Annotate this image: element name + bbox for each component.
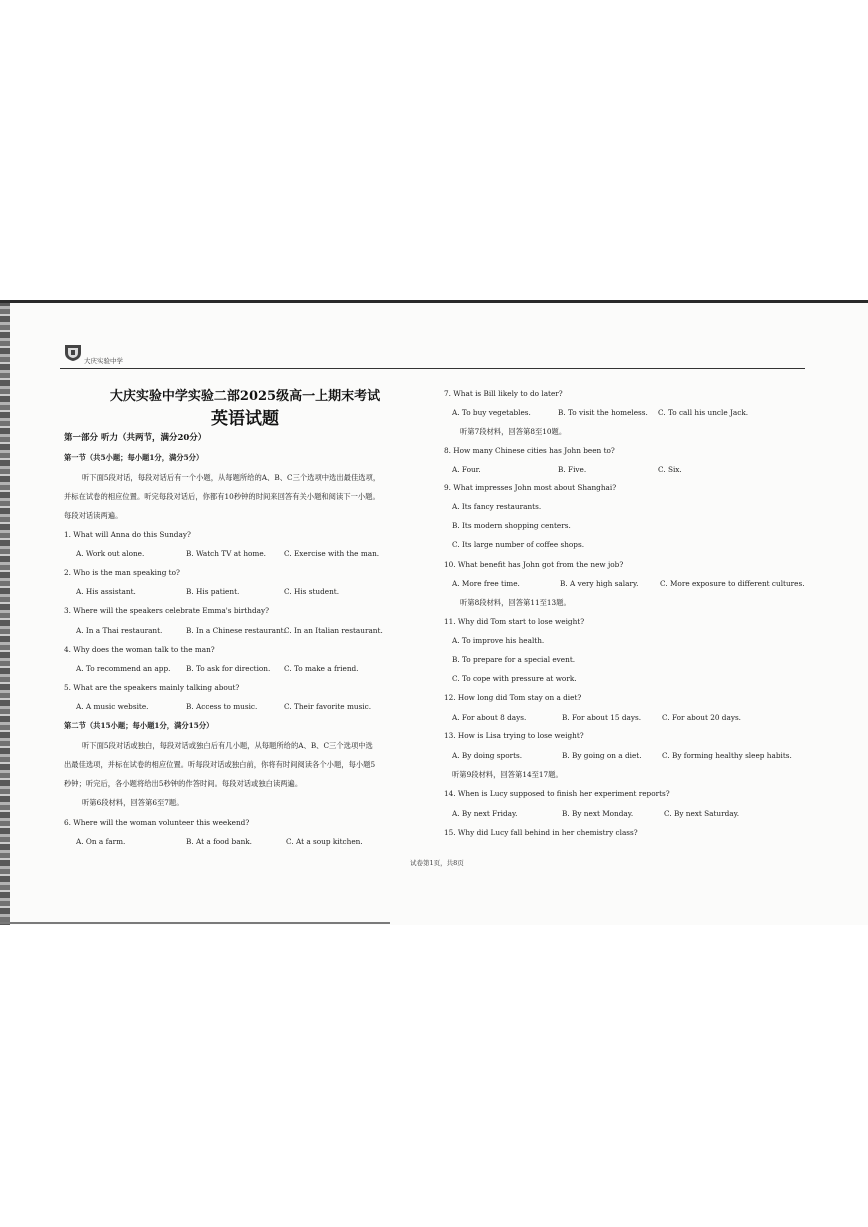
- question-9: 9. What impresses John most about Shanghai?: [444, 483, 617, 492]
- exam-title: 大庆实验中学实验二部2025级高一上期末考试: [109, 389, 381, 404]
- question-5: 5. What are the speakers mainly talking about?: [64, 683, 240, 692]
- question-11: 11. Why did Tom start to lose weight?: [444, 617, 585, 626]
- option-c: C. At a soup kitchen.: [286, 837, 363, 846]
- option-b: B. Five.: [558, 465, 587, 474]
- option-a: A. To improve his health.: [452, 636, 545, 645]
- question-7: 7. What is Bill likely to do later?: [444, 389, 563, 398]
- question-10: 10. What benefit has John got from the new job?: [444, 560, 624, 569]
- option-a: A. His assistant.: [76, 587, 136, 596]
- option-b: B. At a food bank.: [186, 837, 253, 846]
- header-rule: [60, 368, 805, 369]
- question-6: 6. Where will the woman volunteer this weekend?: [64, 818, 250, 827]
- option-b: B. Its modern shopping centers.: [452, 521, 571, 530]
- material-note: 听第9段材料，回答第14至17题。: [452, 770, 563, 779]
- page-footer: 试卷第1页，共8页: [410, 859, 464, 867]
- section2-instruction-line: 出最佳选项，并标在试卷的相应位置。听每段对话或独白前，你将有时间阅读各个小题，每小题5: [64, 760, 376, 769]
- part1-heading: 第一部分 听力（共两节，满分20分）: [64, 433, 207, 443]
- option-a: A. By next Friday.: [452, 809, 518, 818]
- option-b: B. To prepare for a special event.: [452, 655, 576, 664]
- section1-instruction-line: 听下面5段对话，每段对话后有一个小题，从每题所给的A、B、C三个选项中选出最佳选项，: [82, 473, 381, 482]
- question-15: 15. Why did Lucy fall behind in her chemistry class?: [444, 828, 638, 837]
- option-c: C. More exposure to different cultures.: [660, 579, 805, 588]
- option-a: A. Its fancy restaurants.: [452, 502, 542, 511]
- option-b: B. By next Monday.: [562, 809, 634, 818]
- material-note: 听第8段材料，回答第11至13题。: [460, 598, 571, 607]
- option-c: C. For about 20 days.: [662, 713, 742, 722]
- option-c: C. To make a friend.: [284, 664, 359, 673]
- question-3: 3. Where will the speakers celebrate Emma's birthday?: [64, 606, 270, 615]
- option-b: B. In a Chinese restaurant.: [186, 626, 286, 635]
- option-a: A. To buy vegetables.: [452, 408, 531, 417]
- section1-instruction-line: 并标在试卷的相应位置。听完每段对话后，你都有10秒钟的时间来回答有关小题和阅读下一小题。: [64, 492, 380, 501]
- option-a: A. For about 8 days.: [452, 713, 527, 722]
- question-13: 13. How is Lisa trying to lose weight?: [444, 731, 584, 740]
- option-c: C. By next Saturday.: [664, 809, 740, 818]
- question-2: 2. Who is the man speaking to?: [64, 568, 180, 577]
- option-c: C. To cope with pressure at work.: [452, 674, 577, 683]
- section2-instruction-line: 秒钟；听完后，各小题将给出5秒钟的作答时间。每段对话或独白读两遍。: [64, 779, 303, 788]
- option-c: C. By forming healthy sleep habits.: [662, 751, 792, 760]
- question-8: 8. How many Chinese cities has John been to?: [444, 446, 615, 455]
- section2-instruction-line: 听下面5段对话或独白，每段对话或独白后有几小题，从每题所给的A、B、C三个选项中选: [82, 741, 373, 750]
- option-b: B. By going on a diet.: [562, 751, 642, 760]
- option-a: A. More free time.: [452, 579, 520, 588]
- option-c: C. Exercise with the man.: [284, 549, 380, 558]
- option-a: A. By doing sports.: [452, 751, 523, 760]
- section2-heading: 第二节（共15小题；每小题1分，满分15分）: [64, 721, 214, 730]
- question-4: 4. Why does the woman talk to the man?: [64, 645, 215, 654]
- header-school-name: 大庆实验中学: [84, 357, 123, 365]
- bottom-border: [0, 922, 390, 924]
- option-b: B. To ask for direction.: [186, 664, 271, 673]
- option-a: A. Work out alone.: [76, 549, 145, 558]
- top-border: [0, 300, 868, 303]
- option-a: A. A music website.: [76, 702, 149, 711]
- question-14: 14. When is Lucy supposed to finish her experiment reports?: [444, 789, 670, 798]
- subject-title: 英语试题: [211, 409, 279, 429]
- question-1: 1. What will Anna do this Sunday?: [64, 530, 191, 539]
- option-a: A. Four.: [452, 465, 481, 474]
- material-note: 听第6段材料，回答第6至7题。: [82, 798, 184, 807]
- option-b: B. Watch TV at home.: [186, 549, 266, 558]
- option-b: B. Access to music.: [186, 702, 258, 711]
- section1-instruction-line: 每段对话读两遍。: [64, 511, 123, 520]
- material-note: 听第7段材料，回答第8至10题。: [460, 427, 567, 436]
- option-b: B. For about 15 days.: [562, 713, 642, 722]
- school-logo: [62, 342, 84, 362]
- option-b: B. His patient.: [186, 587, 240, 596]
- option-a: A. To recommend an app.: [76, 664, 171, 673]
- option-b: B. A very high salary.: [560, 579, 639, 588]
- binding-edge: [0, 300, 10, 925]
- option-a: A. On a farm.: [76, 837, 126, 846]
- option-b: B. To visit the homeless.: [558, 408, 648, 417]
- option-c: C. His student.: [284, 587, 340, 596]
- option-c: C. Six.: [658, 465, 682, 474]
- option-c: C. To call his uncle Jack.: [658, 408, 749, 417]
- option-c: C. In an Italian restaurant.: [284, 626, 383, 635]
- option-c: C. Their favorite music.: [284, 702, 372, 711]
- option-c: C. Its large number of coffee shops.: [452, 540, 585, 549]
- question-12: 12. How long did Tom stay on a diet?: [444, 693, 582, 702]
- option-a: A. In a Thai restaurant.: [76, 626, 163, 635]
- section1-heading: 第一节（共5小题；每小题1分，满分5分）: [64, 453, 204, 462]
